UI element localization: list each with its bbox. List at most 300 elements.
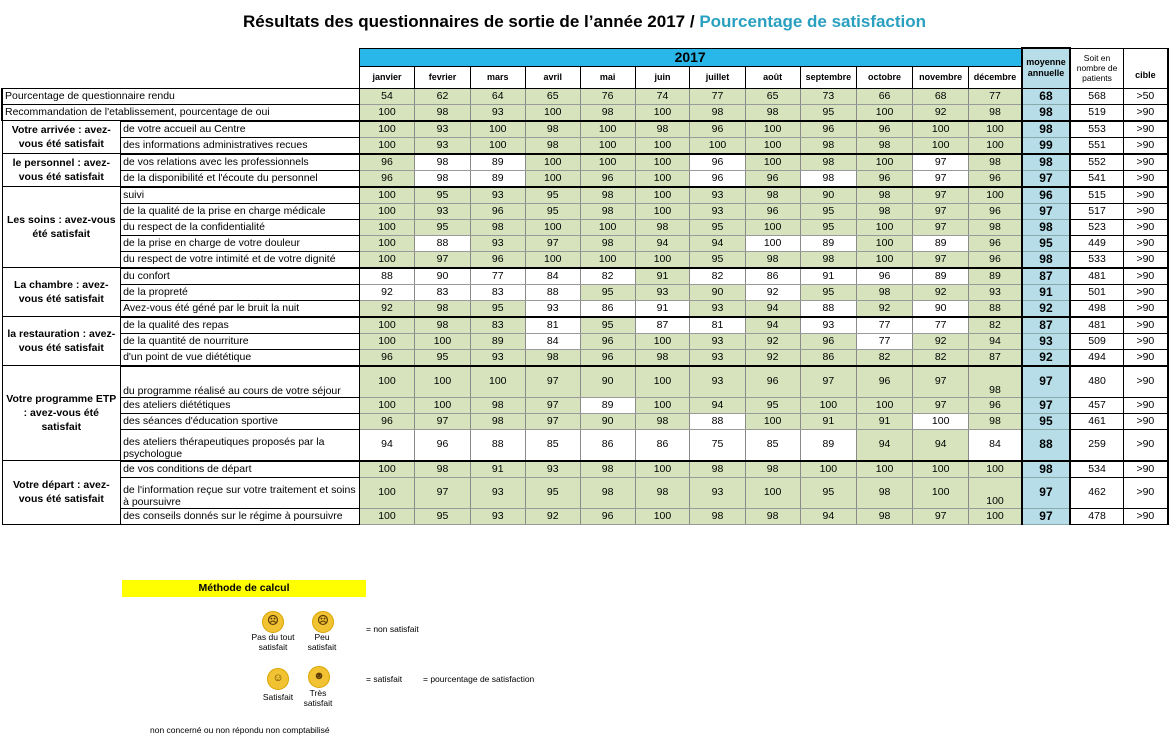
value-cell: 98 — [745, 251, 800, 268]
value-cell: 64 — [470, 88, 525, 104]
value-cell: 96 — [470, 203, 525, 219]
value-cell: 81 — [690, 317, 745, 334]
value-cell: 93 — [690, 366, 745, 398]
value-cell: 93 — [690, 333, 745, 349]
value-cell: 93 — [800, 317, 857, 334]
value-cell: 100 — [800, 397, 857, 413]
avg-cell: 95 — [1022, 235, 1071, 251]
patients-cell: 449 — [1070, 235, 1123, 251]
value-cell: 97 — [912, 397, 968, 413]
value-cell: 95 — [415, 219, 470, 235]
avg-cell: 98 — [1022, 121, 1071, 138]
value-cell: 93 — [470, 104, 525, 121]
header-avg: moyenne annuelle — [1022, 48, 1071, 88]
value-cell: 100 — [745, 413, 800, 429]
value-cell: 92 — [359, 300, 415, 317]
value-cell: 86 — [800, 349, 857, 366]
group-label: Les soins : avez-vous été satisfait — [2, 187, 121, 268]
patients-cell: 533 — [1070, 251, 1123, 268]
value-cell: 100 — [525, 170, 580, 187]
note-percentage: = pourcentage de satisfaction — [423, 674, 535, 684]
value-cell: 77 — [912, 317, 968, 334]
header-blank — [2, 48, 359, 88]
value-cell: 84 — [525, 333, 580, 349]
value-cell: 98 — [969, 413, 1022, 429]
value-cell: 100 — [470, 121, 525, 138]
value-cell: 95 — [580, 284, 635, 300]
value-cell: 96 — [359, 413, 415, 429]
table-row — [2, 219, 1168, 235]
row-label: suivi — [121, 187, 360, 204]
value-cell: 100 — [857, 461, 913, 478]
header-patients: Soit en nombre de patients — [1070, 48, 1123, 88]
cible-cell: >90 — [1123, 219, 1168, 235]
row-label: Pourcentage de questionnaire rendu — [2, 88, 359, 104]
value-cell: 65 — [745, 88, 800, 104]
value-cell: 100 — [857, 235, 913, 251]
cible-cell: >90 — [1123, 300, 1168, 317]
avg-cell: 93 — [1022, 333, 1071, 349]
value-cell: 100 — [635, 170, 690, 187]
value-cell: 100 — [525, 154, 580, 171]
patients-cell: 259 — [1070, 429, 1123, 461]
value-cell: 98 — [580, 104, 635, 121]
value-cell: 90 — [690, 284, 745, 300]
value-cell: 91 — [857, 413, 913, 429]
value-cell: 100 — [580, 137, 635, 154]
month-header: mars — [470, 66, 525, 88]
table-row — [2, 268, 1168, 285]
value-cell: 95 — [525, 187, 580, 204]
table-row — [2, 413, 1168, 429]
value-cell: 95 — [745, 397, 800, 413]
avg-cell: 87 — [1022, 317, 1071, 334]
value-cell: 93 — [525, 300, 580, 317]
value-cell: 100 — [525, 104, 580, 121]
title-sub: Pourcentage de satisfaction — [699, 12, 927, 31]
value-cell: 96 — [580, 508, 635, 524]
cible-cell: >50 — [1123, 88, 1168, 104]
value-cell: 95 — [525, 477, 580, 508]
row-label: du respect de votre intimité et de votre dignité — [121, 251, 360, 268]
value-cell: 100 — [635, 397, 690, 413]
value-cell: 100 — [359, 187, 415, 204]
value-cell: 100 — [635, 203, 690, 219]
table-row — [2, 88, 1168, 104]
value-cell: 100 — [359, 366, 415, 398]
row-label: d'un point de vue diététique — [121, 349, 360, 366]
table-row — [2, 170, 1168, 187]
value-cell: 100 — [969, 137, 1022, 154]
value-cell: 89 — [470, 170, 525, 187]
cible-cell: >90 — [1123, 251, 1168, 268]
value-cell: 100 — [359, 121, 415, 138]
value-cell: 91 — [635, 268, 690, 285]
cible-cell: >90 — [1123, 413, 1168, 429]
table-row — [2, 508, 1168, 524]
value-cell: 100 — [359, 508, 415, 524]
value-cell: 94 — [690, 235, 745, 251]
table-row — [2, 366, 1168, 398]
patients-cell: 478 — [1070, 508, 1123, 524]
row-label: de la prise en charge de votre douleur — [121, 235, 360, 251]
value-cell: 97 — [912, 154, 968, 171]
cible-cell: >90 — [1123, 429, 1168, 461]
value-cell: 100 — [969, 477, 1022, 508]
value-cell: 97 — [912, 187, 968, 204]
table-row — [2, 284, 1168, 300]
value-cell: 94 — [912, 429, 968, 461]
value-cell: 98 — [635, 121, 690, 138]
value-cell: 100 — [912, 477, 968, 508]
legend-label-satisfied: Satisfait — [262, 692, 294, 702]
value-cell: 96 — [969, 251, 1022, 268]
value-cell: 98 — [415, 461, 470, 478]
value-cell: 98 — [470, 397, 525, 413]
value-cell: 96 — [857, 366, 913, 398]
table-row — [2, 477, 1168, 508]
value-cell: 98 — [857, 477, 913, 508]
value-cell: 96 — [415, 429, 470, 461]
value-cell: 100 — [912, 121, 968, 138]
value-cell: 54 — [359, 88, 415, 104]
value-cell: 98 — [415, 154, 470, 171]
patients-cell: 462 — [1070, 477, 1123, 508]
value-cell: 97 — [415, 477, 470, 508]
value-cell: 96 — [580, 349, 635, 366]
row-label: des conseils donnés sur le régime à poursuivre — [121, 508, 360, 524]
avg-cell: 88 — [1022, 429, 1071, 461]
value-cell: 96 — [745, 203, 800, 219]
patients-cell: 553 — [1070, 121, 1123, 138]
row-label: de l'information reçue sur votre traitement et soins à poursuivre — [121, 477, 360, 508]
value-cell: 98 — [745, 104, 800, 121]
results-table — [1, 47, 1169, 525]
value-cell: 93 — [969, 284, 1022, 300]
value-cell: 89 — [470, 154, 525, 171]
avg-cell: 97 — [1022, 170, 1071, 187]
value-cell: 98 — [525, 121, 580, 138]
value-cell: 87 — [635, 317, 690, 334]
value-cell: 100 — [359, 137, 415, 154]
table-row — [2, 203, 1168, 219]
value-cell: 82 — [690, 268, 745, 285]
value-cell: 95 — [800, 104, 857, 121]
value-cell: 98 — [800, 251, 857, 268]
value-cell: 100 — [857, 219, 913, 235]
value-cell: 95 — [800, 477, 857, 508]
row-label: des ateliers thérapeutiques proposés par la psychologue — [121, 429, 360, 461]
legend-label-little: Peu satisfait — [307, 632, 337, 652]
value-cell: 96 — [800, 333, 857, 349]
value-cell: 88 — [969, 300, 1022, 317]
value-cell: 100 — [525, 251, 580, 268]
patients-cell: 534 — [1070, 461, 1123, 478]
table-row — [2, 251, 1168, 268]
value-cell: 77 — [857, 317, 913, 334]
value-cell: 95 — [690, 219, 745, 235]
value-cell: 93 — [690, 349, 745, 366]
value-cell: 96 — [359, 154, 415, 171]
value-cell: 93 — [415, 121, 470, 138]
value-cell: 83 — [470, 317, 525, 334]
value-cell: 98 — [745, 461, 800, 478]
value-cell: 75 — [690, 429, 745, 461]
value-cell: 97 — [912, 251, 968, 268]
value-cell: 91 — [470, 461, 525, 478]
value-cell: 100 — [745, 477, 800, 508]
value-cell: 68 — [912, 88, 968, 104]
note-not-counted: non concerné ou non répondu non comptabilisé — [150, 725, 330, 735]
value-cell: 93 — [470, 477, 525, 508]
page-title — [0, 12, 1169, 32]
row-label: de la qualité des repas — [121, 317, 360, 334]
value-cell: 98 — [525, 349, 580, 366]
group-label: La chambre : avez-vous été satisfait — [2, 268, 121, 317]
value-cell: 92 — [912, 104, 968, 121]
row-label: de la propreté — [121, 284, 360, 300]
patients-cell: 541 — [1070, 170, 1123, 187]
table-row — [2, 300, 1168, 317]
value-cell: 96 — [690, 170, 745, 187]
value-cell: 97 — [912, 219, 968, 235]
value-cell: 88 — [800, 300, 857, 317]
value-cell: 91 — [800, 268, 857, 285]
value-cell: 93 — [415, 203, 470, 219]
value-cell: 100 — [525, 219, 580, 235]
value-cell: 98 — [857, 187, 913, 204]
cible-cell: >90 — [1123, 170, 1168, 187]
patients-cell: 481 — [1070, 268, 1123, 285]
row-label: du respect de la confidentialité — [121, 219, 360, 235]
value-cell: 100 — [359, 477, 415, 508]
value-cell: 97 — [912, 508, 968, 524]
value-cell: 97 — [912, 170, 968, 187]
value-cell: 95 — [415, 187, 470, 204]
value-cell: 94 — [745, 317, 800, 334]
avg-cell: 97 — [1022, 366, 1071, 398]
value-cell: 100 — [912, 413, 968, 429]
value-cell: 74 — [635, 88, 690, 104]
value-cell: 97 — [912, 203, 968, 219]
value-cell: 93 — [470, 349, 525, 366]
value-cell: 100 — [635, 104, 690, 121]
value-cell: 87 — [969, 349, 1022, 366]
year-banner: 2017 — [359, 48, 1021, 66]
value-cell: 100 — [470, 137, 525, 154]
avg-cell: 98 — [1022, 251, 1071, 268]
value-cell: 98 — [690, 104, 745, 121]
row-label: de la qualité de la prise en charge médicale — [121, 203, 360, 219]
value-cell: 98 — [857, 284, 913, 300]
value-cell: 85 — [525, 429, 580, 461]
value-cell: 95 — [415, 508, 470, 524]
value-cell: 100 — [745, 121, 800, 138]
month-header: mai — [580, 66, 635, 88]
value-cell: 90 — [912, 300, 968, 317]
avg-cell: 99 — [1022, 137, 1071, 154]
value-cell: 92 — [912, 333, 968, 349]
value-cell: 92 — [912, 284, 968, 300]
month-header: septembre — [800, 66, 857, 88]
cible-cell: >90 — [1123, 477, 1168, 508]
group-label: la restauration : avez-vous été satisfait — [2, 317, 121, 366]
patients-cell: 523 — [1070, 219, 1123, 235]
value-cell: 98 — [690, 508, 745, 524]
very-happy-face-icon: ☻ — [308, 666, 330, 688]
value-cell: 96 — [969, 170, 1022, 187]
value-cell: 98 — [635, 219, 690, 235]
value-cell: 97 — [912, 366, 968, 398]
row-label: de la quantité de nourriture — [121, 333, 360, 349]
value-cell: 92 — [359, 284, 415, 300]
value-cell: 89 — [969, 268, 1022, 285]
note-not-satisfied: = non satisfait — [366, 624, 419, 634]
value-cell: 82 — [857, 349, 913, 366]
cible-cell: >90 — [1123, 508, 1168, 524]
value-cell: 100 — [635, 154, 690, 171]
value-cell: 100 — [690, 137, 745, 154]
value-cell: 96 — [969, 203, 1022, 219]
value-cell: 77 — [969, 88, 1022, 104]
value-cell: 100 — [635, 461, 690, 478]
cible-cell: >90 — [1123, 187, 1168, 204]
value-cell: 100 — [415, 333, 470, 349]
value-cell: 91 — [800, 413, 857, 429]
value-cell: 95 — [470, 300, 525, 317]
month-header: octobre — [857, 66, 913, 88]
value-cell: 98 — [635, 477, 690, 508]
value-cell: 88 — [470, 429, 525, 461]
patients-cell: 551 — [1070, 137, 1123, 154]
value-cell: 94 — [800, 508, 857, 524]
table-row — [2, 137, 1168, 154]
value-cell: 100 — [969, 461, 1022, 478]
row-label: de vos conditions de départ — [121, 461, 360, 478]
value-cell: 93 — [690, 300, 745, 317]
value-cell: 100 — [359, 251, 415, 268]
value-cell: 89 — [470, 333, 525, 349]
value-cell: 100 — [857, 154, 913, 171]
happy-face-icon: ☺ — [267, 668, 289, 690]
value-cell: 97 — [800, 366, 857, 398]
value-cell: 98 — [969, 219, 1022, 235]
value-cell: 95 — [525, 203, 580, 219]
value-cell: 89 — [580, 397, 635, 413]
value-cell: 98 — [800, 137, 857, 154]
value-cell: 96 — [745, 170, 800, 187]
value-cell: 100 — [912, 137, 968, 154]
avg-cell: 95 — [1022, 413, 1071, 429]
value-cell: 100 — [359, 317, 415, 334]
month-header: août — [745, 66, 800, 88]
cible-cell: >90 — [1123, 137, 1168, 154]
value-cell: 98 — [857, 508, 913, 524]
value-cell: 77 — [470, 268, 525, 285]
table-row — [2, 317, 1168, 334]
value-cell: 97 — [525, 235, 580, 251]
value-cell: 100 — [359, 219, 415, 235]
value-cell: 100 — [635, 187, 690, 204]
legend-label-not-at-all: Pas du tout satisfait — [251, 632, 295, 652]
table-row — [2, 104, 1168, 121]
value-cell: 88 — [415, 235, 470, 251]
value-cell: 98 — [969, 104, 1022, 121]
cible-cell: >90 — [1123, 317, 1168, 334]
value-cell: 95 — [690, 251, 745, 268]
value-cell: 93 — [690, 203, 745, 219]
header-row-year — [2, 48, 1168, 66]
value-cell: 100 — [912, 461, 968, 478]
value-cell: 90 — [415, 268, 470, 285]
value-cell: 98 — [415, 300, 470, 317]
value-cell: 83 — [470, 284, 525, 300]
value-cell: 96 — [857, 121, 913, 138]
value-cell: 98 — [470, 219, 525, 235]
value-cell: 89 — [800, 429, 857, 461]
month-header: décembre — [969, 66, 1022, 88]
value-cell: 100 — [635, 508, 690, 524]
value-cell: 93 — [415, 137, 470, 154]
value-cell: 98 — [525, 137, 580, 154]
value-cell: 96 — [359, 349, 415, 366]
value-cell: 100 — [359, 235, 415, 251]
cible-cell: >90 — [1123, 461, 1168, 478]
value-cell: 94 — [635, 235, 690, 251]
unhappy-face-icon: ☹ — [312, 611, 334, 633]
value-cell: 98 — [635, 349, 690, 366]
value-cell: 98 — [580, 203, 635, 219]
value-cell: 89 — [912, 268, 968, 285]
value-cell: 96 — [857, 268, 913, 285]
table-row — [2, 187, 1168, 204]
value-cell: 98 — [415, 170, 470, 187]
avg-cell: 91 — [1022, 284, 1071, 300]
value-cell: 98 — [580, 461, 635, 478]
table-row — [2, 349, 1168, 366]
patients-cell: 457 — [1070, 397, 1123, 413]
value-cell: 100 — [745, 154, 800, 171]
value-cell: 100 — [580, 219, 635, 235]
value-cell: 92 — [745, 349, 800, 366]
avg-cell: 97 — [1022, 397, 1071, 413]
avg-cell: 98 — [1022, 154, 1071, 171]
legend-label-very: Très satisfait — [303, 688, 333, 708]
patients-cell: 519 — [1070, 104, 1123, 121]
value-cell: 98 — [857, 137, 913, 154]
header-cible: cible — [1123, 48, 1168, 88]
cible-cell: >90 — [1123, 203, 1168, 219]
title-main: Résultats des questionnaires de sortie de l’année 2017 / — [242, 12, 695, 31]
value-cell: 98 — [635, 413, 690, 429]
table-row — [2, 154, 1168, 171]
value-cell: 98 — [857, 203, 913, 219]
avg-cell: 97 — [1022, 477, 1071, 508]
value-cell: 98 — [470, 413, 525, 429]
value-cell: 100 — [580, 121, 635, 138]
avg-cell: 96 — [1022, 187, 1071, 204]
value-cell: 96 — [359, 170, 415, 187]
value-cell: 96 — [690, 121, 745, 138]
value-cell: 98 — [690, 461, 745, 478]
table-row — [2, 461, 1168, 478]
value-cell: 96 — [800, 121, 857, 138]
value-cell: 82 — [580, 268, 635, 285]
row-label: des informations administratives recues — [121, 137, 360, 154]
value-cell: 98 — [800, 170, 857, 187]
value-cell: 96 — [745, 366, 800, 398]
value-cell: 98 — [415, 317, 470, 334]
